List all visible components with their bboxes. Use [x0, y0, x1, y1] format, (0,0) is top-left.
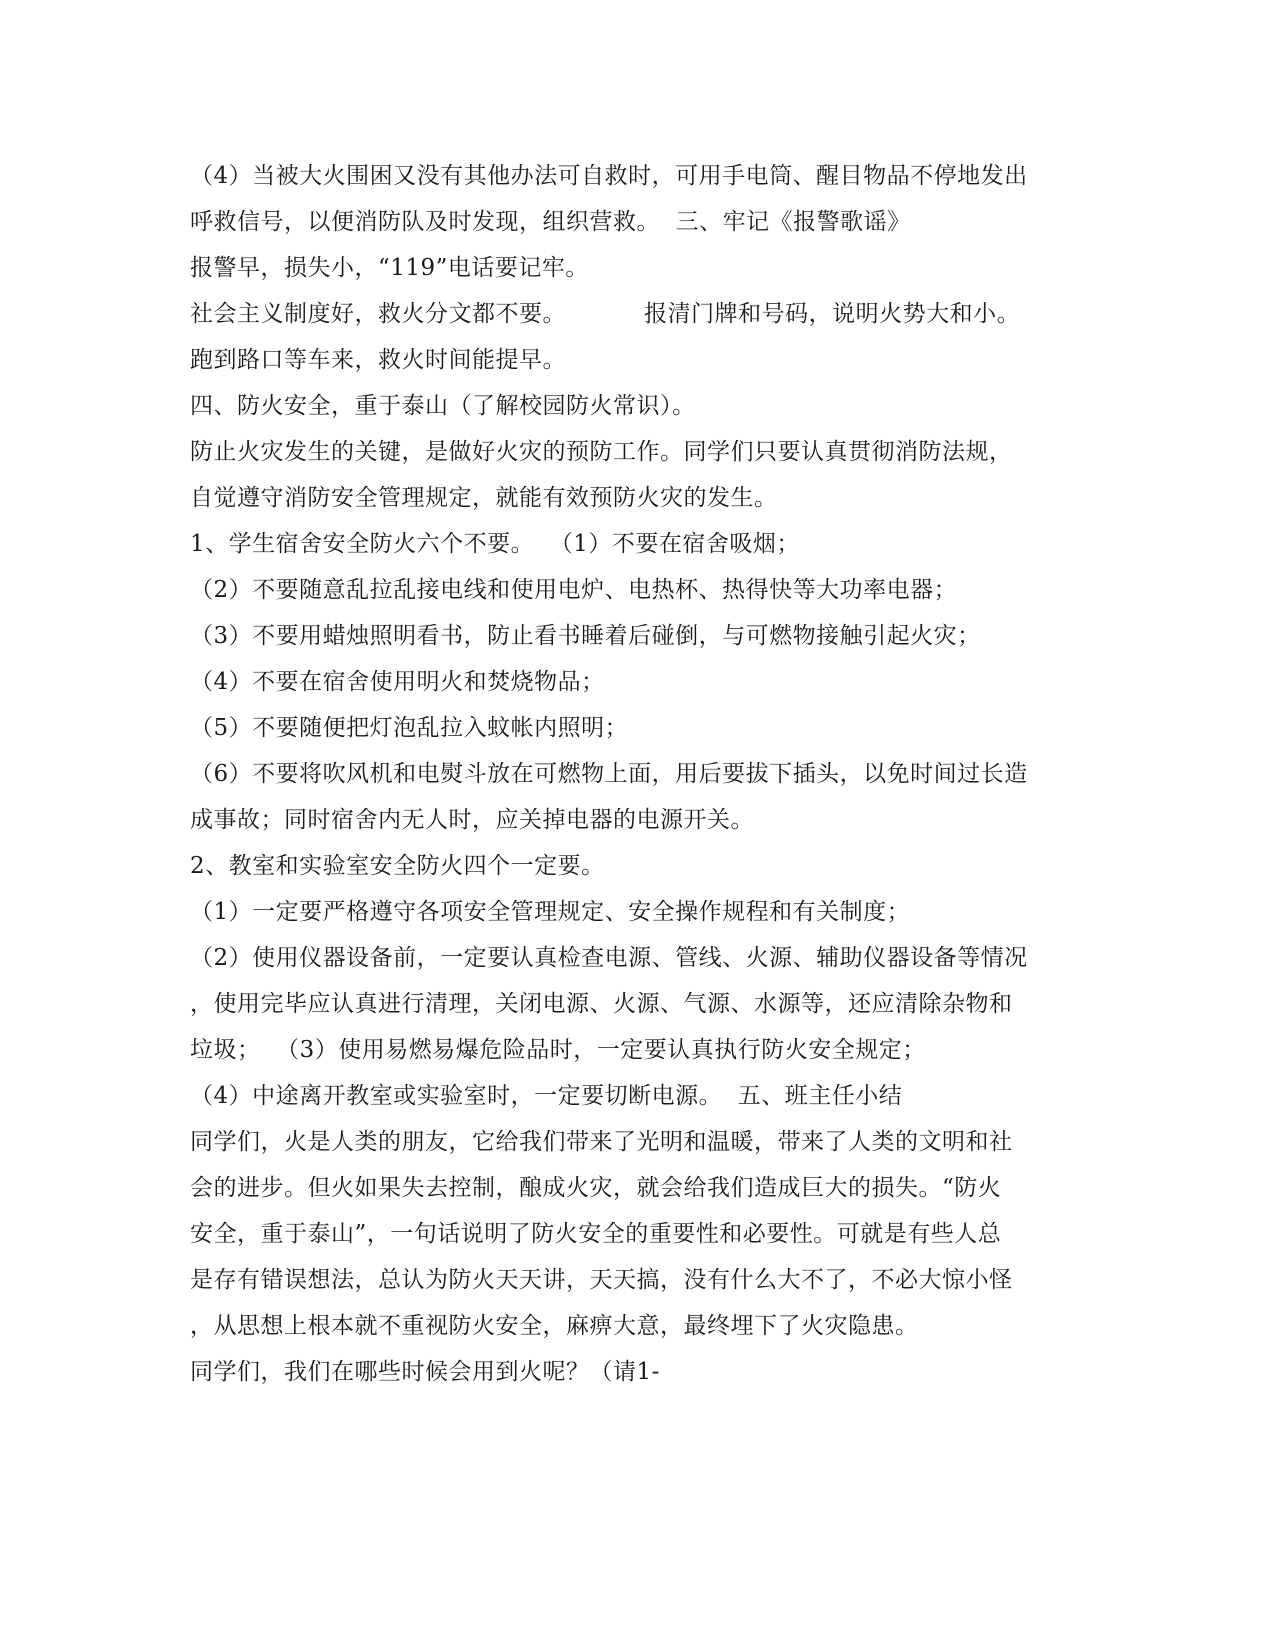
text-line: （1）一定要严格遵守各项安全管理规定、安全操作规程和有关制度； — [190, 899, 911, 925]
text-line: 呼救信号，以便消防队及时发现，组织营救。 三、牢记《报警歌谣》 — [190, 209, 911, 235]
text-line: （2）不要随意乱拉乱接电线和使用电炉、电热杯、热得快等大功率电器； — [190, 577, 958, 603]
text-line: （4）不要在宿舍使用明火和焚烧物品； — [190, 669, 605, 695]
text-line: 是存有错误想法，总认为防火天天讲，天天搞，没有什么大不了，不必大惊小怪 — [190, 1267, 1013, 1293]
text-line: （4）中途离开教室或实验室时，一定要切断电源。 五、班主任小结 — [190, 1083, 903, 1109]
text-line: 2、教室和实验室安全防火四个一定要。 — [190, 853, 605, 879]
text-line: 同学们，我们在哪些时候会用到火呢？（请1- — [190, 1359, 660, 1385]
text-line: ，使用完毕应认真进行清理，关闭电源、火源、气源、水源等，还应清除杂物和 — [190, 991, 1013, 1017]
text-line: （2）使用仪器设备前，一定要认真检查电源、管线、火源、辅助仪器设备等情况 — [190, 945, 1028, 971]
text-line: （6）不要将吹风机和电熨斗放在可燃物上面，用后要拔下插头，以免时间过长造 — [190, 761, 1028, 787]
text-line: 社会主义制度好，救火分文都不要。 报清门牌和号码，说明火势大和小。 — [190, 301, 1021, 327]
text-line: 同学们，火是人类的朋友，它给我们带来了光明和温暖，带来了人类的文明和社 — [190, 1129, 1013, 1155]
text-line: 跑到路口等车来，救火时间能提早。 — [190, 347, 566, 373]
text-line: 安全，重于泰山”，一句话说明了防火安全的重要性和必要性。可就是有些人总 — [190, 1221, 1002, 1247]
text-line: 防止火灾发生的关键，是做好火灾的预防工作。同学们只要认真贯彻消防法规， — [190, 439, 1013, 465]
text-line: （3）不要用蜡烛照明看书，防止看书睡着后碰倒，与可燃物接触引起火灾； — [190, 623, 981, 649]
section-heading: 四、防火安全，重于泰山（了解校园防火常识）。 — [190, 393, 696, 419]
text-line: 成事故；同时宿舍内无人时，应关掉电器的电源开关。 — [190, 807, 754, 833]
text-line: （4）当被大火围困又没有其他办法可自救时，可用手电筒、醒目物品不停地发出 — [190, 163, 1028, 189]
text-line: 1、学生宿舍安全防火六个不要。 （1）不要在宿舍吸烟； — [190, 531, 800, 557]
text-line: 垃圾； （3）使用易燃易爆危险品时，一定要认真执行防火安全规定； — [190, 1037, 926, 1063]
text-line: （5）不要随便把灯泡乱拉入蚊帐内照明； — [190, 715, 629, 741]
text-line: 报警早，损失小，“119”电话要记牢。 — [190, 255, 589, 281]
text-line: 会的进步。但火如果失去控制，酿成火灾，就会给我们造成巨大的损失。“防火 — [190, 1175, 1002, 1201]
text-line: ，从思想上根本就不重视防火安全，麻痹大意，最终埋下了火灾隐患。 — [190, 1313, 919, 1339]
text-line: 自觉遵守消防安全管理规定，就能有效预防火灾的发生。 — [190, 485, 778, 511]
